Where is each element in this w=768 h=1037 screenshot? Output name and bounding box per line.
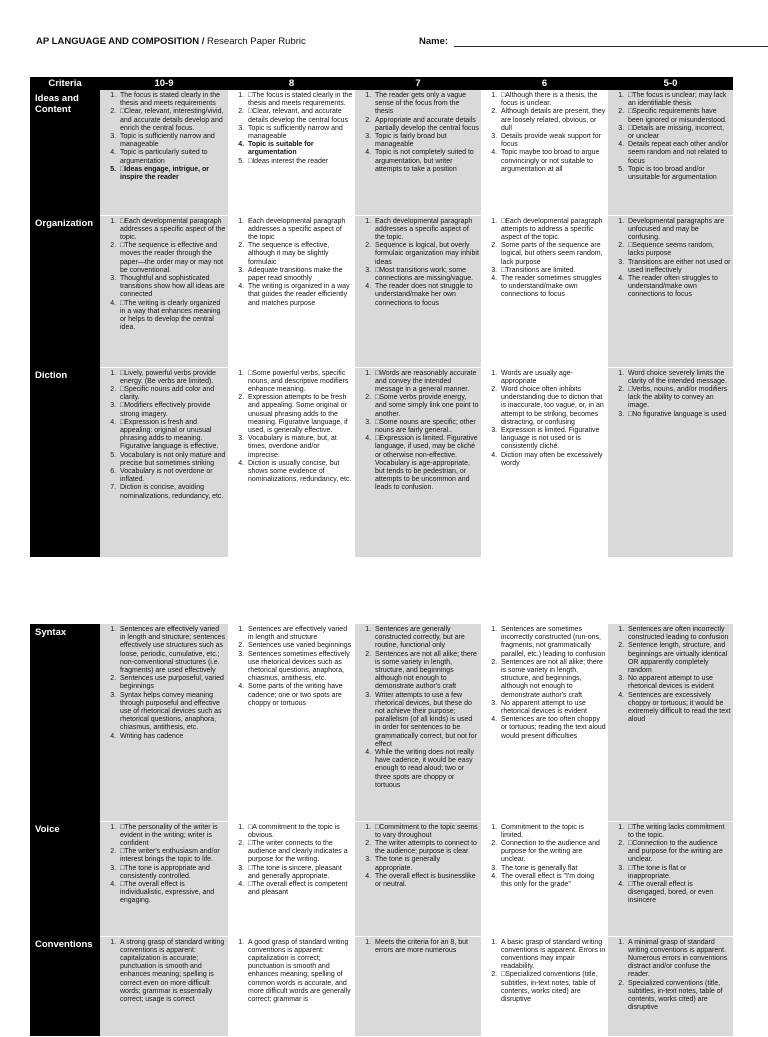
descriptor-item: 2. Sequence is logical, but overly formulaic organization may inhibit ideas — [373, 242, 479, 267]
descriptor-item: 1. □The personality of the writer is evident in the writing; writer is confident — [118, 824, 226, 849]
rubric-cell — [228, 367, 355, 557]
descriptor-item: 5. □Ideas interest the reader — [246, 158, 353, 166]
descriptor-item: 4. The reader does not struggle to understand/make her own connections to focus — [373, 283, 479, 308]
descriptor-list — [481, 939, 608, 1005]
descriptor-list — [355, 92, 481, 174]
descriptor-item: 2. Sentence length, structure, and beginnings are virtually identical OR apparently completely random — [626, 642, 731, 675]
descriptor-item: 3. Thoughtful and sophisticated transitions show how all ideas are connected — [118, 275, 226, 300]
col-8: 8 — [228, 77, 355, 90]
descriptor-item: 4. The overall effect is "I'm doing this only for the grade" — [499, 873, 606, 889]
rubric-cell — [228, 624, 355, 821]
descriptor-item: 3. No apparent attempt to use rhetorical devices is evident — [499, 700, 606, 716]
criteria-label: Diction — [30, 367, 100, 557]
descriptor-item: 4. While the writing does not really have cadence, it would be easy enough to read aloud; two or three spots are choppy or tortuous — [373, 749, 479, 790]
descriptor-item: 2. Word choice often inhibits understanding due to diction that is inaccurate, too vague, or, in an attempt to be striking, becomes distracting, or confusing — [499, 386, 606, 427]
descriptor-item: 1. Sentences are effectively varied in length and structure — [246, 626, 353, 642]
descriptor-list — [481, 626, 608, 741]
descriptor-item: 3. The tone is generally appropriate. — [373, 856, 479, 872]
descriptor-list — [355, 824, 481, 890]
descriptor-list — [608, 370, 733, 419]
rubric-table-page-2 — [30, 624, 733, 1037]
descriptor-item: 1. A strong grasp of standard writing conventions is apparent: capitalization is accurate; punctuation is smooth and enhances meaning; spelling is correct even on more difficult words; grammar is essentially correct; usage is correct — [118, 939, 226, 1005]
descriptor-list — [355, 218, 481, 308]
col-10-9: 10-9 — [100, 77, 228, 90]
descriptor-list — [355, 626, 481, 790]
rubric-cell — [228, 90, 355, 215]
descriptor-item: 3. Adequate transitions make the paper read smoothly — [246, 267, 353, 283]
descriptor-item: 1. □Each developmental paragraph attempts to address a specific aspect of the topic. — [499, 218, 606, 243]
descriptor-item: 4. Topic maybe too broad to argue convincingly or not suitable to argumentation at all — [499, 149, 606, 174]
criteria-label: Ideas and Content — [30, 90, 100, 215]
descriptor-item: 3. The tone is generally flat — [499, 865, 606, 873]
descriptor-item: 1. □Some powerful verbs, specific nouns, and descriptive modifiers enhance meaning. — [246, 370, 353, 395]
descriptor-item: 2. □Clear, relevant, and accurate details develop the central focus — [246, 108, 353, 124]
descriptor-item: 3. □Transitions are limited. — [499, 267, 606, 275]
descriptor-item: 1. A minimal grasp of standard writing conventions is apparent. Numerous errors in conventions distract and/or confuse the reader. — [626, 939, 731, 980]
descriptor-list — [608, 218, 733, 300]
descriptor-item: 2. Although details are present, they are loosely related, obvious, or dull — [499, 108, 606, 133]
descriptor-item: 4. □Expression is limited. Figurative language, if used, may be cliché or otherwise non-effective. Vocabulary is age-appropriate, but tends to be pedestrian, or attempts to be uncommon and leads to confusion. — [373, 435, 479, 492]
descriptor-item: 2. Sentences are not all alike; there is some variety in length, structure, and beginnings, although not enough to demonstrate author's craft — [499, 659, 606, 700]
descriptor-item: 3. Writer attempts to use a few rhetorical devices, but these do not achieve their purpose; parallelism (of all kinds) is used in order for sentences to be grammatically correct, but not for effect — [373, 692, 479, 749]
descriptor-item: 3. □The tone is appropriate and consistently controlled. — [118, 865, 226, 881]
descriptor-item: 1. A basic grasp of standard writing conventions is apparent. Errors in conventions may impair readability. — [499, 939, 606, 972]
descriptor-item: 4. Topic is not completely suited to argumentation, but writer attempts to take a position — [373, 149, 479, 174]
descriptor-item: 4. Writing has cadence — [118, 733, 226, 741]
descriptor-item: 2. □The writer connects to the audience and clearly indicates a purpose for the writing. — [246, 840, 353, 865]
descriptor-item: 4. □The overall effect is individualistic, expressive, and engaging. — [118, 881, 226, 906]
descriptor-list — [608, 626, 733, 724]
rubric-cell — [355, 367, 481, 557]
criteria-label: Syntax — [30, 624, 100, 821]
descriptor-list — [481, 370, 608, 468]
name-label: Name: — [419, 36, 449, 47]
page-header — [36, 36, 736, 47]
descriptor-item: 2. □Specific requirements have been ignored or misunderstood. — [626, 108, 731, 124]
descriptor-item: 3. □Modifiers effectively provide strong imagery. — [118, 402, 226, 418]
descriptor-item: 3. □The tone is sincere, pleasant and generally appropriate. — [246, 865, 353, 881]
descriptor-item: 5. □Ideas engage, intrigue, or inspire the reader — [118, 166, 226, 182]
descriptor-item: 2. Some parts of the sequence are logical, but others seem random, lack purpose — [499, 242, 606, 267]
rubric-cell — [228, 936, 355, 1036]
descriptor-list — [481, 824, 608, 890]
col-5-0: 5-0 — [608, 77, 733, 90]
descriptor-item: 3. No apparent attempt to use rhetorical devices is evident — [626, 675, 731, 691]
descriptor-item: 1. □A commitment to the topic is obvious. — [246, 824, 353, 840]
descriptor-item: 1. □Although there is a thesis, the focus is unclear. — [499, 92, 606, 108]
descriptor-item: 4. The reader often struggles to understand/make own connections to focus — [626, 275, 731, 300]
col-criteria: Criteria — [30, 77, 100, 90]
descriptor-item: 1. The reader gets only a vague sense of the focus from the thesis — [373, 92, 479, 117]
rubric-cell — [228, 821, 355, 936]
descriptor-list — [100, 218, 228, 333]
descriptor-item: 5. Vocabulary is not only mature and precise but sometimes striking — [118, 452, 226, 468]
course-title: AP LANGUAGE AND COMPOSITION / — [36, 36, 205, 47]
rubric-cell — [608, 936, 733, 1036]
descriptor-item: 2. Connection to the audience and purpose for the writing are unclear. — [499, 840, 606, 865]
descriptor-item: 1. □Words are reasonably accurate and convey the intended message in a general manner. — [373, 370, 479, 395]
rubric-cell — [608, 821, 733, 936]
descriptor-item: 1. Sentences are often incorrectly constructed leading to confusion — [626, 626, 731, 642]
rubric-cell — [608, 624, 733, 821]
descriptor-item: 1. Each developmental paragraph addresses a specific aspect of the topic. — [373, 218, 479, 243]
name-line[interactable] — [454, 46, 768, 47]
descriptor-list — [228, 370, 355, 485]
descriptor-item: 3. Sentences sometimes effectively use rhetorical devices such as rhetorical questions, anaphora, chiasmus, antithesis, etc. — [246, 651, 353, 684]
descriptor-item: 2. Expression attempts to be fresh and appealing. Some original or unusual phrasing adds to the meaning. Figurative language, if used, is generally effective. — [246, 394, 353, 435]
rubric-cell — [355, 215, 481, 367]
col-7: 7 — [355, 77, 481, 90]
descriptor-list — [100, 370, 228, 501]
descriptor-item: 2. □Clear, relevant, interesting/vivid, and accurate details develop and enrich the central focus. — [118, 108, 226, 133]
descriptor-item: 4. Diction is usually concise, but shows some evidence of nominalizations, redundancy, etc. — [246, 460, 353, 485]
descriptor-item: 2. □Connection to the audience and purpose for the writing are unclear. — [626, 840, 731, 865]
descriptor-item: 2. □Sequence seems random, lacks purpose — [626, 242, 731, 258]
rubric-cell — [355, 90, 481, 215]
descriptor-item: 5. Topic is too broad and/or unsuitable for argumentation — [626, 166, 731, 182]
rubric-cell — [100, 624, 228, 821]
descriptor-item: 3. Details provide weak support for focus — [499, 133, 606, 149]
descriptor-item: 2. Sentences use varied beginnings — [246, 642, 353, 650]
descriptor-list — [228, 92, 355, 166]
descriptor-item: 3. Syntax helps convey meaning through purposeful and effective use of rhetorical devices such as rhetorical questions, anaphora, chiasmus, antithesis, etc. — [118, 692, 226, 733]
descriptor-item: 4. □The overall effect is competent and pleasant — [246, 881, 353, 897]
descriptor-item: 1. Word choice severely limits the clarity of the intended message. — [626, 370, 731, 386]
descriptor-item: 3. □No figurative language is used — [626, 411, 731, 419]
descriptor-list — [228, 824, 355, 898]
rubric-cell — [608, 367, 733, 557]
descriptor-item: 3. □The tone is flat or inappropriate. — [626, 865, 731, 881]
descriptor-item: 3. □Most transitions work; some connections are missing/vague. — [373, 267, 479, 283]
descriptor-list — [608, 92, 733, 182]
descriptor-item: 2. □Some verbs provide energy, and some simply link one point to another. — [373, 394, 479, 419]
descriptor-item: 3. Expression is limited. Figurative language is not used or is consistently cliché. — [499, 427, 606, 452]
descriptor-item: 2. □The sequence is effective and moves the reader through the paper—the order may or may not be conventional. — [118, 242, 226, 275]
descriptor-item: 4. The overall effect is businesslike or neutral. — [373, 873, 479, 889]
criteria-label: Conventions — [30, 936, 100, 1036]
descriptor-item: 3. □Details are missing, incorrect, or unclear — [626, 125, 731, 141]
descriptor-list — [100, 939, 228, 1005]
descriptor-list — [228, 939, 355, 1005]
descriptor-list — [100, 626, 228, 741]
rubric-cell — [100, 936, 228, 1036]
rubric-cell — [355, 624, 481, 821]
rubric-cell — [355, 821, 481, 936]
descriptor-list — [355, 939, 481, 955]
rubric-table-page-1 — [30, 77, 733, 558]
descriptor-item: 6. Vocabulary is not overdone or inflated. — [118, 468, 226, 484]
criteria-label: Voice — [30, 821, 100, 936]
rubric-cell — [481, 215, 608, 367]
descriptor-item: 3. Topic is sufficiently narrow and manageable — [246, 125, 353, 141]
descriptor-list — [228, 626, 355, 708]
descriptor-item: 4. □The writing is clearly organized in a way that enhances meaning or helps to develop the central idea. — [118, 300, 226, 333]
row-syntax — [30, 624, 733, 821]
rubric-cell — [228, 215, 355, 367]
descriptor-item: 3. Vocabulary is mature, but, at times, overdone and/or imprecise. — [246, 435, 353, 460]
descriptor-item: 3. Topic is sufficiently narrow and manageable — [118, 133, 226, 149]
descriptor-list — [355, 370, 481, 493]
descriptor-item: 4. Sentences are excessively choppy or tortuous; it would be extremely difficult to read the text aloud — [626, 692, 731, 725]
rubric-cell — [100, 821, 228, 936]
descriptor-item: 3. Topic is fairly broad but manageable — [373, 133, 479, 149]
descriptor-item: 2. The writer attempts to connect to the audience; purpose is clear — [373, 840, 479, 856]
rubric-cell — [481, 936, 608, 1036]
descriptor-list — [481, 92, 608, 174]
descriptor-item: 1. □Lively, powerful verbs provide energy. (Be verbs are limited). — [118, 370, 226, 386]
descriptor-item: 2. Sentences are not all alike; there is some variety in length, structure, and beginnings although not enough to demonstrate author's craft — [373, 651, 479, 692]
descriptor-item: 3. □Some nouns are specific; other nouns are fairly general.. — [373, 419, 479, 435]
rubric-cell — [608, 90, 733, 215]
rubric-cell — [100, 90, 228, 215]
descriptor-item: 4. Sentences are too often choppy or tortuous; reading the text aloud would present difficulties — [499, 716, 606, 741]
row-voice — [30, 821, 733, 936]
descriptor-item: 2. The sequence is effective, although it may be slightly formulaic — [246, 242, 353, 267]
descriptor-item: 4. Topic is suitable for argumentation — [246, 141, 353, 157]
descriptor-item: 1. Each developmental paragraph addresses a specific aspect of the topic — [246, 218, 353, 243]
descriptor-list — [481, 218, 608, 300]
descriptor-item: 7. Diction is concise, avoiding nominalizations, redundancy, etc. — [118, 484, 226, 500]
descriptor-item: 2. □The writer's enthusiasm and/or interest brings the topic to life. — [118, 848, 226, 864]
descriptor-item: 1. □The writing lacks commitment to the topic. — [626, 824, 731, 840]
descriptor-item: 1. □The focus is unclear; may lack an identifiable thesis — [626, 92, 731, 108]
descriptor-item: 4. Details repeat each other and/or seem random and not related to focus — [626, 141, 731, 166]
rubric-cell — [481, 624, 608, 821]
descriptor-item: 1. Developmental paragraphs are unfocused and may be confusing. — [626, 218, 731, 243]
rubric-cell — [608, 215, 733, 367]
descriptor-item: 1. A good grasp of standard writing conventions is apparent: capitalization is correct; punctuation is smooth and enhances meaning; spelling of common words is accurate, and more difficult words are generally correct; grammar is — [246, 939, 353, 1005]
descriptor-item: 1. □The focus is stated clearly in the thesis and meets requirements. — [246, 92, 353, 108]
descriptor-item: 1. Words are usually age-appropriate — [499, 370, 606, 386]
descriptor-item: 2. □Specific nouns add color and clarity. — [118, 386, 226, 402]
descriptor-item: 2. □Specialized conventions (title, subtitles, in-text notes, table of contents, works cited) are disruptive — [499, 971, 606, 1004]
row-ideas-content — [30, 90, 733, 215]
descriptor-list — [608, 824, 733, 906]
rubric-cell — [481, 821, 608, 936]
descriptor-item: 1. Meets the criteria for an 8, but errors are more numerous — [373, 939, 479, 955]
descriptor-item: 1. □Each developmental paragraph addresses a specific aspect of the topic. — [118, 218, 226, 243]
descriptor-item: 4. The reader sometimes struggles to understand/make own connections to focus — [499, 275, 606, 300]
descriptor-item: 1. Sentences are sometimes incorrectly constructed (run-ons, fragments, not grammatically parallel, etc.) leading to confusion — [499, 626, 606, 659]
row-diction — [30, 367, 733, 557]
header-row — [30, 77, 733, 90]
descriptor-item: 4. □Expression is fresh and appealing: original or unusual phrasing adds to meaning. Figurative language is effective. — [118, 419, 226, 452]
descriptor-item: 4. □The overall effect is disengaged, bored, or even insincere — [626, 881, 731, 906]
criteria-label: Organization — [30, 215, 100, 367]
descriptor-item: 3. Transitions are either not used or used ineffectively — [626, 259, 731, 275]
rubric-cell — [355, 936, 481, 1036]
rubric-subtitle: Research Paper Rubric — [204, 36, 306, 47]
row-organization — [30, 215, 733, 367]
rubric-cell — [100, 367, 228, 557]
descriptor-item: 2. Specialized conventions (title, subtitles, in-text notes, table of contents, works cited) are disruptive — [626, 980, 731, 1013]
descriptor-item: 1. Sentences are effectively varied in length and structure; sentences effectively use structures such as loose, periodic, cumulative, etc.; non-conventional structures (i.e. fragments) are used effectively — [118, 626, 226, 675]
descriptor-item: 2. □Verbs, nouns, and/or modifiers lack the ability to convey an image. — [626, 386, 731, 411]
rubric-cell — [100, 215, 228, 367]
descriptor-item: 2. Sentences use purposeful, varied beginnings — [118, 675, 226, 691]
descriptor-item: 2. Appropriate and accurate details partially develop the central focus — [373, 117, 479, 133]
descriptor-item: 1. The focus is stated clearly in the thesis and meets requirements — [118, 92, 226, 108]
col-6: 6 — [481, 77, 608, 90]
descriptor-item: 4. The writing is organized in a way that guides the reader efficiently and matches purpose — [246, 283, 353, 308]
descriptor-list — [100, 824, 228, 906]
rubric-cell — [481, 90, 608, 215]
descriptor-item: 4. Some parts of the writing have cadence; one or two spots are choppy or tortuous — [246, 683, 353, 708]
descriptor-item: 1. Commitment to the topic is limited. — [499, 824, 606, 840]
row-conventions — [30, 936, 733, 1036]
descriptor-list — [608, 939, 733, 1013]
descriptor-list — [228, 218, 355, 308]
descriptor-item: 1. Sentences are generally constructed correctly, but are routine, functional only — [373, 626, 479, 651]
rubric-cell — [481, 367, 608, 557]
descriptor-item: 4. Diction may often be excessively wordy — [499, 452, 606, 468]
descriptor-item: 4. Topic is particularly suited to argumentation — [118, 149, 226, 165]
descriptor-list — [100, 92, 228, 182]
descriptor-item: 1. □Commitment to the topic seems to vary throughout — [373, 824, 479, 840]
